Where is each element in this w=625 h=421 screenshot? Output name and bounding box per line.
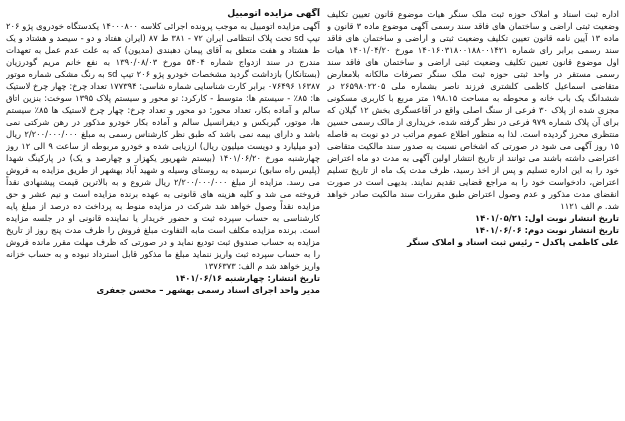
land-registry-notice-column bbox=[327, 8, 619, 415]
auction-office-signature: مدیر واحد اجرای اسناد رسمی بهشهر – محسن جعفری bbox=[96, 285, 320, 295]
registry-head-signature: علی کاظمی پاکدل – رئیس ثبت اسناد و املاک سنگر bbox=[407, 237, 619, 247]
land-registry-notice-body: اداره ثبت اسناد و املاک حوزه ثبت ملک سنگر هیات موضوع قانون تعیین تکلیف وضعیت ثبتی اراضی و ساختمان های فاقد سند رسمی آگهی موضوع ماده ۳ قانون و ماده ۱۳ آیین نامه قانون تعیین تکلیف وضعیت ثبتی و اراضی و ساختمان های فاقد سند رسمی برابر رای شماره ۱۴۰۱۶۰۳۱۸۰۰۱۸۸۰۰۱۴۲۱ مورخ ۱۴۰۱/۰۴/۲۰ هیات اول موضوع قانون تعیین تکلیف وضعیت ثبتی اراضی و ساختمان های فاقد سند رسمی مستقر در واحد ثبتی حوزه ثبت ملک سنگر تصرفات مالکانه بلامعارض متقاضی اسماعیل کاظمی کلشتری فرزند ناصر بشماره ملی ۲۶۵۹۸۰۲۲۰۵ در ششدانگ یک باب خانه و محوطه به مساحت ۱۹۸.۱۵ متر مربع با کاربری مسکونی مجزی شده از پلاک ۳۰ فرعی از سنگ اصلی واقع در آقاعسگری بخش ۱۲ گیلان که برای آن پلاک شماره ۹۷۹ فرعی در نظر گرفته شده، خریداری از مالک رسمی حسین منتظری محرز گردیده است. لذا به منظور اطلاع عموم مراتب در دو نوبت به فاصله ۱۵ روز آگهی می شود در صورتی که اشخاص نسبت به صدور سند مالکیت متقاضی اعتراضی داشته باشند می توانند از تاریخ انتشار اولین آگهی به مدت دو ماه اعتراض خود را به این اداره تسلیم و پس از اخذ رسید، ظرف مدت یک ماه از تاریخ تسلیم اعتراض، دادخواست خود را به مراجع قضایی تقدیم نمایند. بدیهی است در صورت انقضای مدت مذکور و عدم وصول اعتراض طبق مقررات سند مالکیت صادر خواهد شد. م الف ۱۱۲۱ bbox=[327, 9, 619, 211]
auction-notice-column bbox=[6, 8, 320, 415]
auction-notice-title: آگهی مزایده اتومبیل bbox=[227, 8, 320, 19]
second-publication-date: تاریخ انتشار نوبت دوم: ۱۴۰۱/۰۶/۰۶ bbox=[474, 225, 619, 235]
first-publication-date: تاریخ انتشار نوبت اول: ۱۴۰۱/۰۵/۲۱ bbox=[475, 213, 619, 223]
auction-publication-date: تاریخ انتشار: چهارشنبه ۱۴۰۱/۰۶/۱۶ bbox=[174, 273, 320, 283]
auction-notice-body: آگهی مزایده اتومبیل به موجب پرونده اجرائی کلاسه ۱۴۰۰۰۸۰۰ یکدستگاه خودروی پژو ۲۰۶ تیپ sd تحت پلاک انتظامی ایران ۷۲ - ۳۸۱ ط ۸۷ (ایران هفتاد و دو - سیصد و هشتاد و یک ط هشتاد و هفت متعلق به آقای پیمان دهبندی (مدیون) که به علت عدم عمل به تعهدات مندرج در سند ازدواج شماره ۵۴۰۴ مورخ ۱۳۹۰/۰۸/۰۳ به نفع خانم مریم گودرزیان (بستانکار) بازداشت گردید مشخصات خودرو پژو ۲۰۶ تیپ sd به رنگ مشکی شماره موتور ۱۶۳۸۷ ۰۷۶۴۹۶ برابر کارت شناسایی شماره شاسی: ۱۷۷۳۹۴ تعداد چرخ: چهار چرخ لاستیک ها: ۸۵٪ - سیستم ها: متوسط - کارکرد: تو محور و سیستم پلاک ۱۳۹۵ سوخت: بنزین اتاق سالم و آماده بکار، تعداد محور: دو محور و تعداد چرخ: چهار چرخ لاستیک ها ۸۵٪ سیستم ها، موتور، گیربکس و دیفرانسیل سالم و آماده بکار خودرو مذکور در رهن شرکتی نمی باشد و دارای بیمه نمی باشد که طبق نظر کارشناس رسمی به مبلغ ۲/۲۰۰/۰۰۰/۰۰۰ ریال (دو میلیارد و دویست میلیون ریال) ارزیابی شده و خودرو مربوطه از ساعت ۹ الی ۱۲ روز چهارشنبه مورخ ۱۴۰۱/۰۶/۲۰ (بیستم شهریور یکهزار و چهارصد و یک) در پارکینگ شهدا (پلیس راه سابق) نرسیده به روستای وسیله و شهید آباد بهشهر از طریق مزایده به فروش می رسد. مزایده از مبلغ ۲/۲۰۰/۰۰۰/۰۰۰ ریال شروع و به بالاترین قیمت پیشنهادی نقداً فروخته می شد و کلیه هزینه های قانونی به عهده برنده مزایده است و نیم عشر و حق مزایده نقداً وصول خواهد شد شرکت در مزایده منوط به پرداخت ده درصد از مبلغ پایه کارشناسی به حساب سپرده ثبت و حضور خریدار یا نماینده قانونی او در جلسه مزایده است. برنده مزایده مکلف است مابه التفاوت مبلغ فروش را ظرف مدت پنج روز از تاریخ مزایده به حساب صندوق ثبت تودیع نماید و در صورتی که ظرف مهلت مقرر مانده فروش را به حساب سپرده ثبت واریز ننماید مبلغ ما مذکور قابل استرداد نبوده و به حساب خزانه واریز خواهد شد م الف: ۱۳۷۶۳۷۳ bbox=[6, 21, 320, 271]
